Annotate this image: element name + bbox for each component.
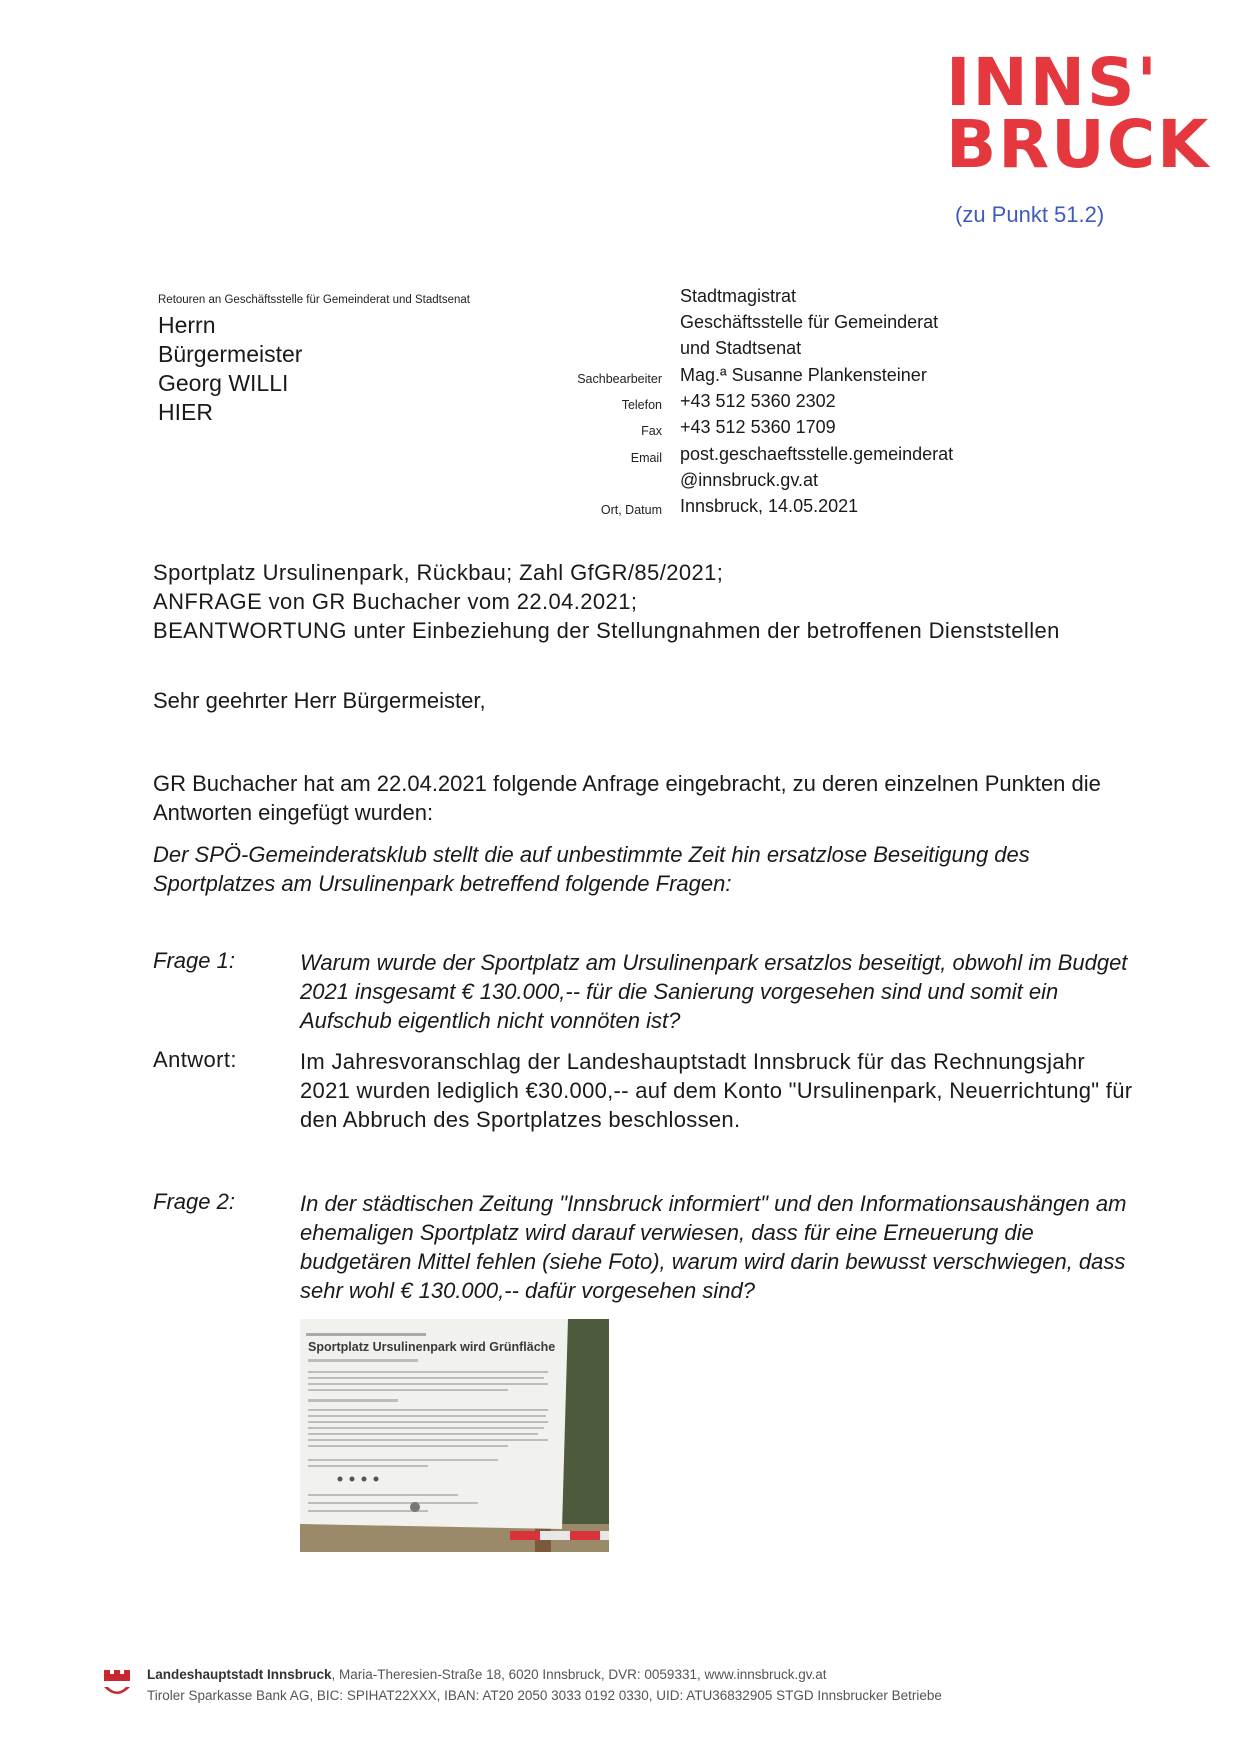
fax-value: +43 512 5360 1709 xyxy=(680,417,836,437)
innsbruck-coat-of-arms-icon xyxy=(102,1667,132,1703)
footer-org-name: Landeshauptstadt Innsbruck xyxy=(147,1667,332,1682)
ort-datum-label: Ort, Datum xyxy=(600,503,662,517)
sender-org-line: und Stadtsenat xyxy=(680,338,802,358)
recipient-block xyxy=(158,311,302,427)
footer-line-2: Tiroler Sparkasse Bank AG, BIC: SPIHAT22XXX, IBAN: AT20 2050 3033 0192 0330, UID: ATU36832905 STGD Innsbrucker Betriebe xyxy=(147,1688,942,1703)
question-1-text: Warum wurde der Sportplatz am Ursulinenpark ersatzlos beseitigt, obwohl im Budget 2021 insgesamt € 130.000,-- für die Sanierung vorgesehen sind und somit ein Aufschub eigentlich nicht vonnöten ist? xyxy=(300,950,1128,1033)
inquiry-preamble: Der SPÖ-Gemeinderatsklub stellt die auf unbestimmte Zeit hin ersatzlose Beseitigung des Sportplatzes am Ursulinenpark betreffend folgende Fragen: xyxy=(153,842,1030,896)
salutation: Sehr geehrter Herr Bürgermeister, xyxy=(153,688,486,713)
question-1-label: Frage 1: xyxy=(153,948,235,973)
sign-photo-image xyxy=(300,1319,609,1552)
answer-1-text: Im Jahresvoranschlag der Landeshauptstadt Innsbruck für das Rechnungsjahr 2021 wurden lediglich €30.000,-- auf dem Konto "Ursulinenpark, Neuerrichtung" für den Abbruch des Sportplatzes beschlossen. xyxy=(300,1049,1133,1132)
agenda-reference: (zu Punkt 51.2) xyxy=(955,202,1105,227)
recipient-line: HIER xyxy=(158,399,213,425)
innsbruck-logo xyxy=(946,44,1211,183)
recipient-line: Herrn xyxy=(158,312,216,338)
sender-org-line: Stadtmagistrat xyxy=(680,286,797,306)
recipient-line: Bürgermeister xyxy=(158,341,303,367)
fax-label: Fax xyxy=(641,424,662,438)
subject-block xyxy=(153,558,1060,645)
return-address-line: Retouren an Geschäftsstelle für Gemeinderat und Stadtsenat xyxy=(158,294,470,306)
email-value-cont: @innsbruck.gv.at xyxy=(680,470,818,490)
subject-line: Sportplatz Ursulinenpark, Rückbau; Zahl GfGR/85/2021; xyxy=(153,560,724,585)
intro-paragraph: GR Buchacher hat am 22.04.2021 folgende Anfrage eingebracht, zu deren einzelnen Punkten die Antworten eingefügt wurden: xyxy=(153,771,1101,825)
sachbearbeiter-label: Sachbearbeiter xyxy=(577,372,662,386)
question-2-text: In der städtischen Zeitung "Innsbruck informiert" und den Informationsaushängen am ehemaligen Sportplatz wird darauf verwiesen, dass für eine Erneuerung die budgetären Mittel fehlen (siehe Foto), warum wird darin bewusst verschwiegen, dass sehr wohl € 130.000,-- dafür vorgesehen sind? xyxy=(300,1191,1127,1303)
ort-datum-value: Innsbruck, 14.05.2021 xyxy=(680,496,859,516)
subject-line: ANFRAGE von GR Buchacher vom 22.04.2021; xyxy=(153,589,638,614)
email-value: post.geschaeftsstelle.gemeinderat xyxy=(680,444,954,464)
footer xyxy=(147,1664,942,1706)
sign-photo xyxy=(300,1319,609,1552)
telefon-value: +43 512 5360 2302 xyxy=(680,391,836,411)
footer-line-1 xyxy=(147,1664,942,1685)
footer-address: , Maria-Theresien-Straße 18, 6020 Innsbruck, DVR: 0059331, www.innsbruck.gv.at xyxy=(331,1667,827,1682)
sign-title: Sportplatz Ursulinenpark wird Grünfläche xyxy=(308,1340,556,1354)
subject-line: BEANTWORTUNG unter Einbeziehung der Stellungnahmen der betroffenen Dienststellen xyxy=(153,618,1060,643)
telefon-label: Telefon xyxy=(621,398,662,412)
email-label: Email xyxy=(630,451,662,465)
sachbearbeiter-value: Mag.ª Susanne Plankensteiner xyxy=(680,365,927,385)
logo-line-1: INNS' xyxy=(946,44,1159,121)
recipient-line: Georg WILLI xyxy=(158,370,289,396)
sender-org-line: Geschäftsstelle für Gemeinderat xyxy=(680,312,939,332)
answer-1-label: Antwort: xyxy=(153,1047,237,1072)
logo-line-2: BRUCK xyxy=(946,106,1211,183)
question-2-label: Frage 2: xyxy=(153,1189,235,1214)
